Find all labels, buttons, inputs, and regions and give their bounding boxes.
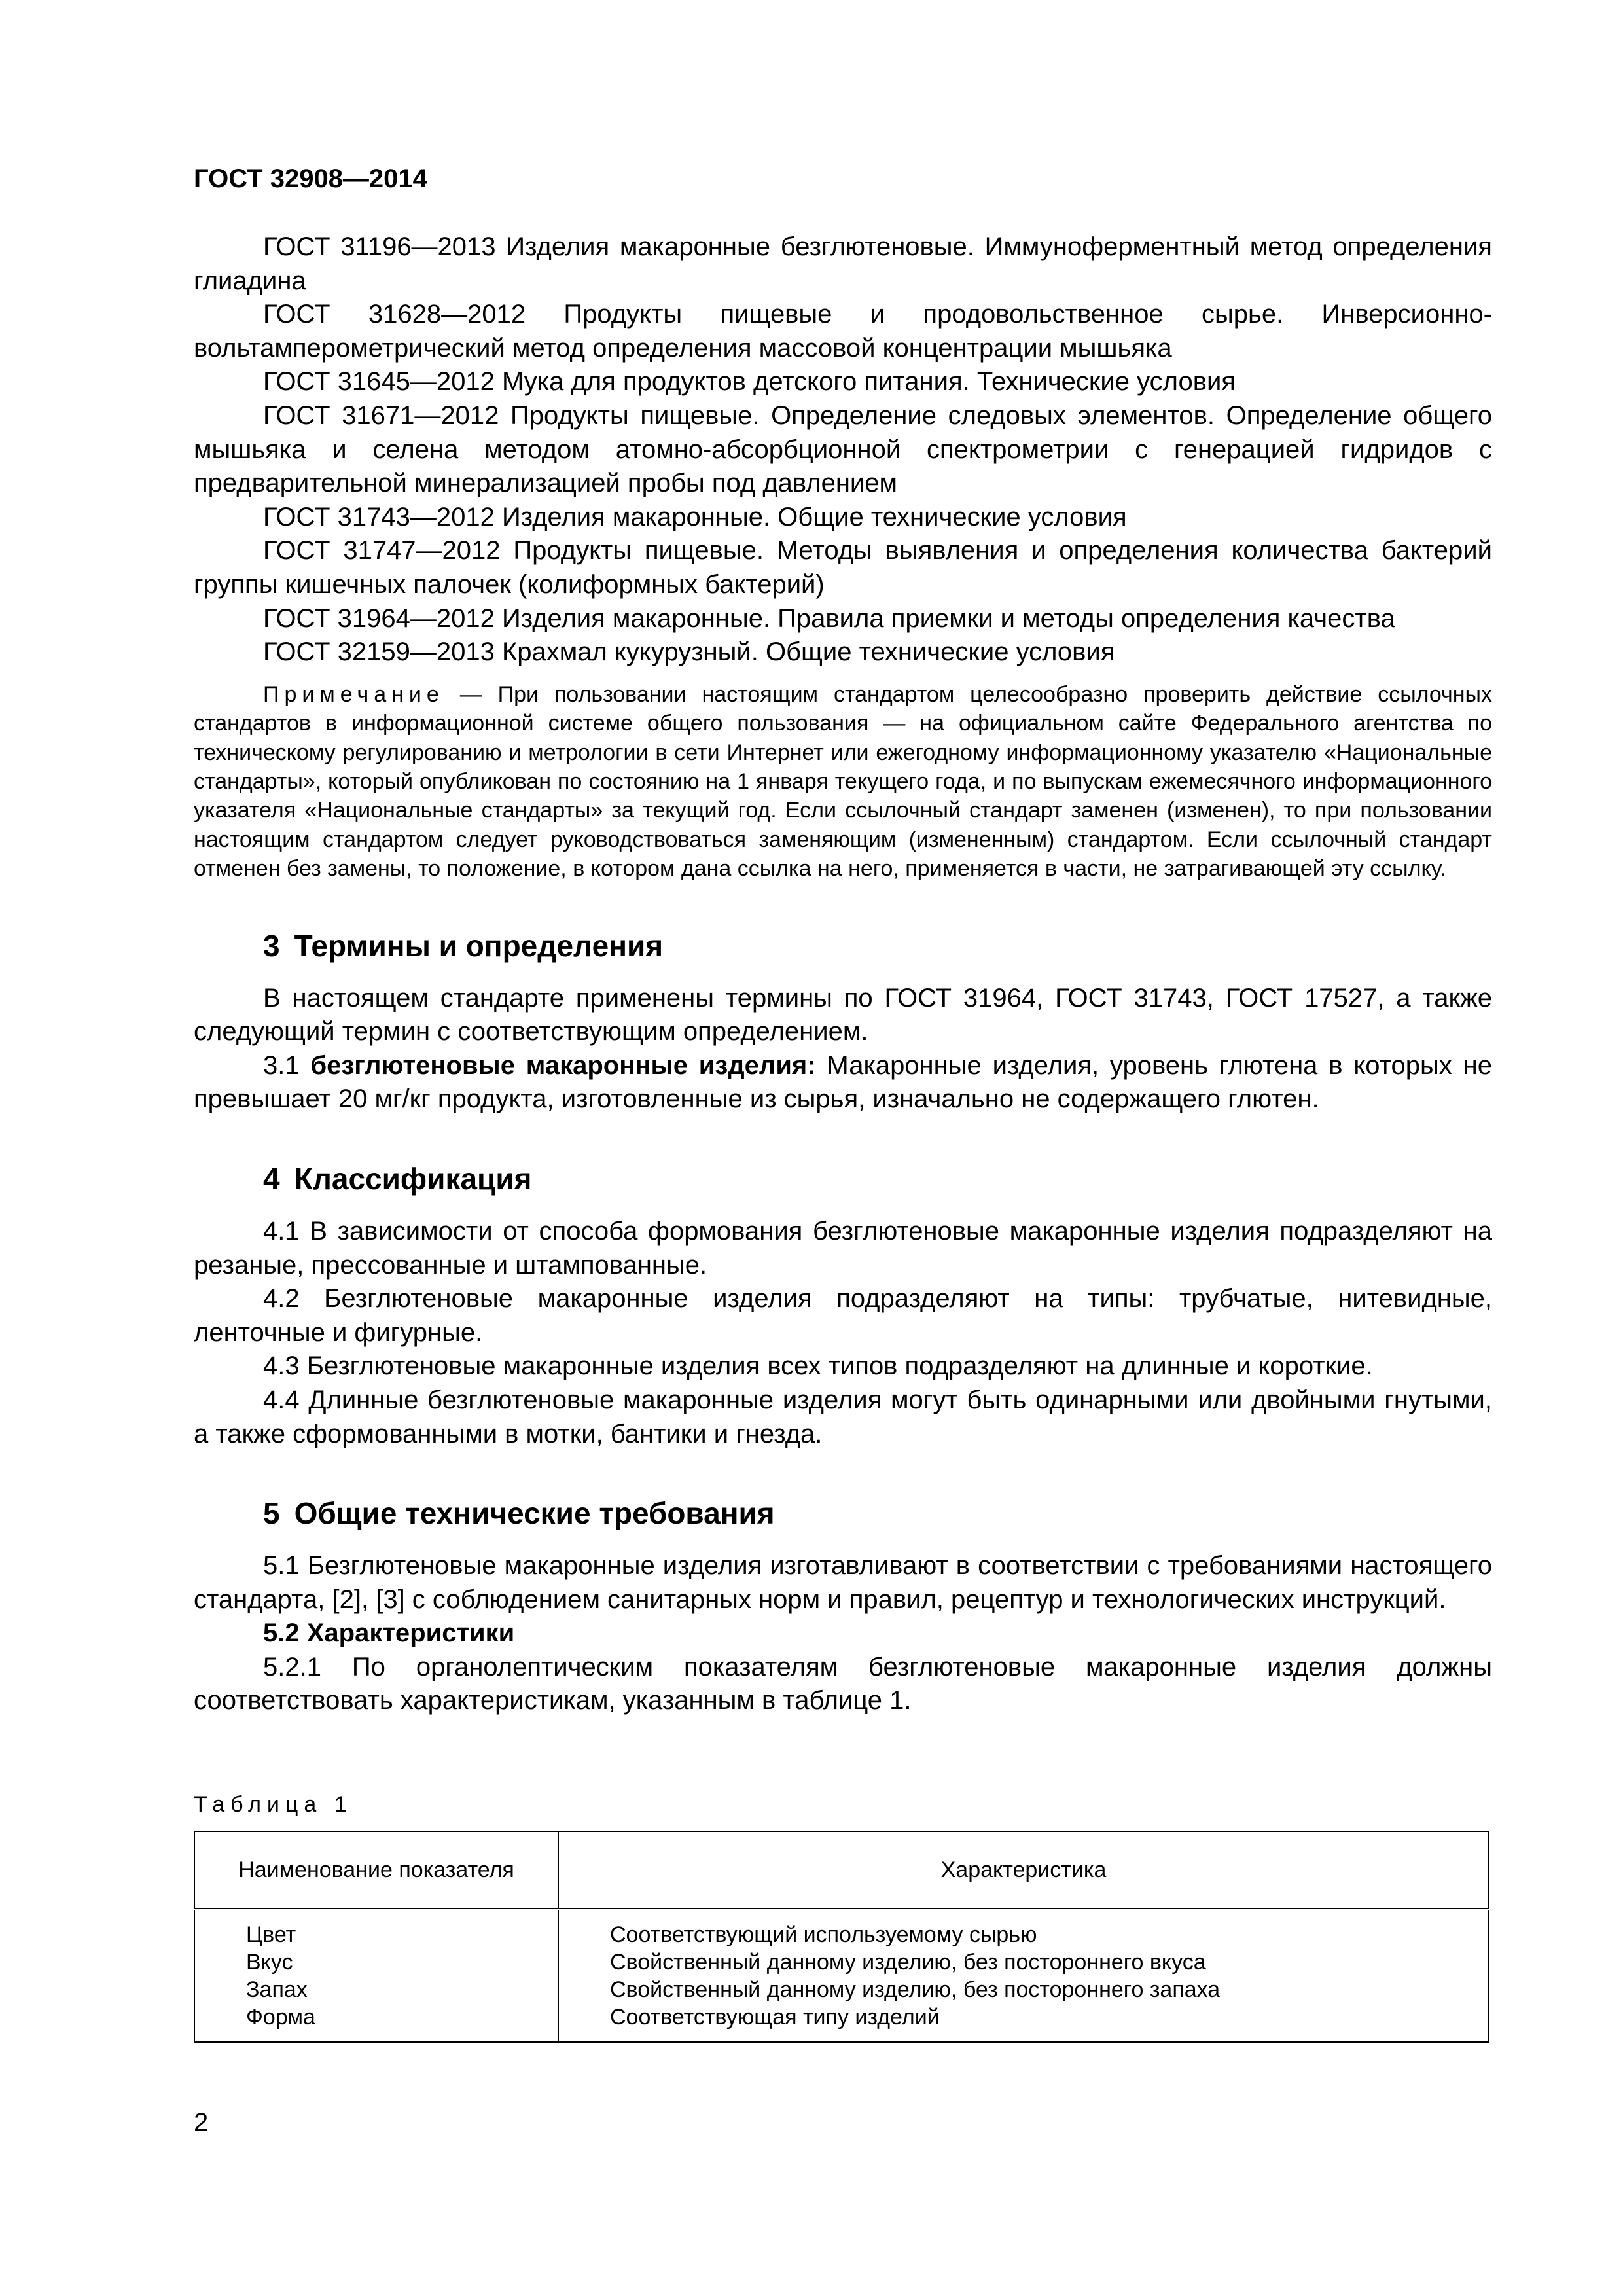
- classification-item: 4.3 Безглютеновые макаронные изделия всех типов подразделяют на длинные и короткие.: [263, 1352, 1373, 1381]
- table-header-cell: Наименование показателя: [194, 1831, 558, 1909]
- reference-item: [194, 534, 1492, 601]
- section-title: Общие технические требования: [294, 1496, 775, 1531]
- reference-item: [194, 602, 1492, 636]
- classification-item: 4.2 Безглютеновые макаронные изделия подразделяют на типы: трубчатые, нитевидные, ленточные и фигурные.: [194, 1284, 1492, 1347]
- reference-text: Изделия макаронные безглютеновые. Иммуноферментный метод определения глиадина: [194, 232, 1492, 295]
- section-number: 5: [263, 1496, 280, 1531]
- classification-item: 4.4 Длинные безглютеновые макаронные изделия могут быть одинарными или двойными гнутыми, а также сформованными в мотки, бантики и гнезда.: [194, 1385, 1492, 1448]
- requirements-paragraph: 5.2.1 По органолептическим показателям безглютеновые макаронные изделия должны соответствовать характеристикам, указанным в таблице 1.: [194, 1652, 1492, 1715]
- section-3-heading: [194, 927, 1492, 965]
- section-number: 4: [263, 1161, 280, 1196]
- note-text: — При пользовании настоящим стандартом целесообразно проверить действие ссылочных стандартов в информационной системе общего пользования — на официальном сайте Федерального агентства по техническому регулированию и метрологии в сети Интернет или ежегодному информационному указателю «Национальные стандарты», который опубликован по состоянию на 1 января текущего года, и по выпускам ежемесячного информационного указателя «Национальные стандарты» за текущий год. Если ссылочный стандарт заменен (изменен), то при пользовании настоящим стандартом следует руководствоваться заменяющим (измененным) стандартом. Если ссылочный стандарт отменен без замены, то положение, в котором дана ссылка на него, применяется в части, не затрагивающей эту ссылку.: [194, 681, 1492, 882]
- note-label: Примечание: [263, 681, 444, 707]
- section-title: Классификация: [294, 1161, 532, 1196]
- classification-item: 4.1 В зависимости от способа формования безглютеновые макаронные изделия подразделяют на резаные, прессованные и штампованные.: [194, 1216, 1492, 1280]
- reference-item: [194, 230, 1492, 298]
- term-number: 3.1: [263, 1050, 300, 1080]
- reference-item: [194, 636, 1492, 670]
- reference-code: ГОСТ 31964—2012: [263, 603, 495, 633]
- reference-code: ГОСТ 31645—2012: [263, 367, 495, 397]
- reference-code: ГОСТ 31743—2012: [263, 502, 495, 531]
- table-header-row: [194, 1831, 1489, 1909]
- section-4-heading: [194, 1160, 1492, 1198]
- reference-text: Продукты пищевые. Методы выявления и определения количества бактерий группы кишечных палочек (колиформных бактерий): [194, 536, 1492, 599]
- reference-item: [194, 365, 1492, 399]
- term-definition: [194, 1049, 1492, 1117]
- indicator-name: Форма: [246, 2005, 315, 2030]
- indicator-name: Запах: [246, 1977, 308, 2003]
- page-number: 2: [194, 2108, 209, 2137]
- table-header-cell: Характеристика: [558, 1831, 1489, 1909]
- reference-code: ГОСТ 31196—2013: [263, 232, 496, 261]
- section-5-heading: [194, 1494, 1492, 1532]
- reference-text: Изделия макаронные. Общие технические условия: [501, 502, 1127, 531]
- reference-text: Мука для продуктов детского питания. Технические условия: [501, 367, 1236, 397]
- section-title: Термины и определения: [294, 928, 664, 963]
- subsection-heading: 5.2 Характеристики: [263, 1619, 515, 1648]
- characteristic-text: Соответствующий используемому сырью: [610, 1922, 1037, 1948]
- reference-text: Изделия макаронные. Правила приемки и методы определения качества: [501, 603, 1395, 633]
- reference-text: Продукты пищевые и продовольственное сырье. Инверсионно-вольтамперометрический метод определения массовой концентрации мышьяка: [194, 300, 1493, 363]
- organoleptic-table: [194, 1831, 1489, 2043]
- characteristic-text: Свойственный данному изделию, без постороннего запаха: [610, 1977, 1221, 2003]
- characteristic-text: Свойственный данному изделию, без постороннего вкуса: [610, 1950, 1206, 1975]
- reference-item: [194, 298, 1492, 365]
- reference-code: ГОСТ 32159—2013: [263, 637, 495, 667]
- reference-item: [194, 501, 1492, 535]
- reference-code: ГОСТ 31671—2012: [263, 401, 499, 430]
- table-caption: Таблица 1: [194, 1792, 353, 1818]
- reference-code: ГОСТ 31628—2012: [263, 300, 526, 329]
- indicator-name: Вкус: [246, 1950, 293, 1975]
- references-list: [194, 230, 1492, 670]
- indicator-cell: [194, 1909, 558, 2042]
- document-body: [194, 230, 1492, 2043]
- term-definition-text: Макаронные изделия, уровень глютена в которых не превышает 20 мг/кг продукта, изготовленные из сырья, изначально не содержащего глютен.: [194, 1050, 1492, 1114]
- reference-text: Продукты пищевые. Определение следовых элементов. Определение общего мышьяка и селена методом атомно-абсорбционной спектрометрии с генерацией гидридов с предварительной минерализацией пробы под давлением: [194, 401, 1492, 498]
- table-row: [194, 1909, 1489, 2042]
- section-number: 3: [263, 928, 280, 963]
- term-name: безглютеновые макаронные изделия:: [310, 1050, 816, 1080]
- reference-item: [194, 399, 1492, 501]
- requirements-paragraph: 5.1 Безглютеновые макаронные изделия изготавливают в соответствии с требованиями настоящего стандарта, [2], [3] с соблюдением санитарных норм и правил, рецептур и технологических инструкций.: [194, 1551, 1492, 1614]
- reference-code: ГОСТ 31747—2012: [263, 536, 501, 565]
- indicator-name: Цвет: [246, 1922, 296, 1948]
- characteristic-cell: [558, 1909, 1489, 2042]
- characteristic-text: Соответствующая типу изделий: [610, 2005, 940, 2030]
- reference-text: Крахмал кукурузный. Общие технические условия: [501, 637, 1115, 667]
- section-3-intro: В настоящем стандарте применены термины по ГОСТ 31964, ГОСТ 31743, ГОСТ 17527, а также следующий термин с соответствующим определением.: [194, 983, 1492, 1047]
- document-header: ГОСТ 32908—2014: [194, 164, 427, 193]
- note-paragraph: [194, 680, 1492, 884]
